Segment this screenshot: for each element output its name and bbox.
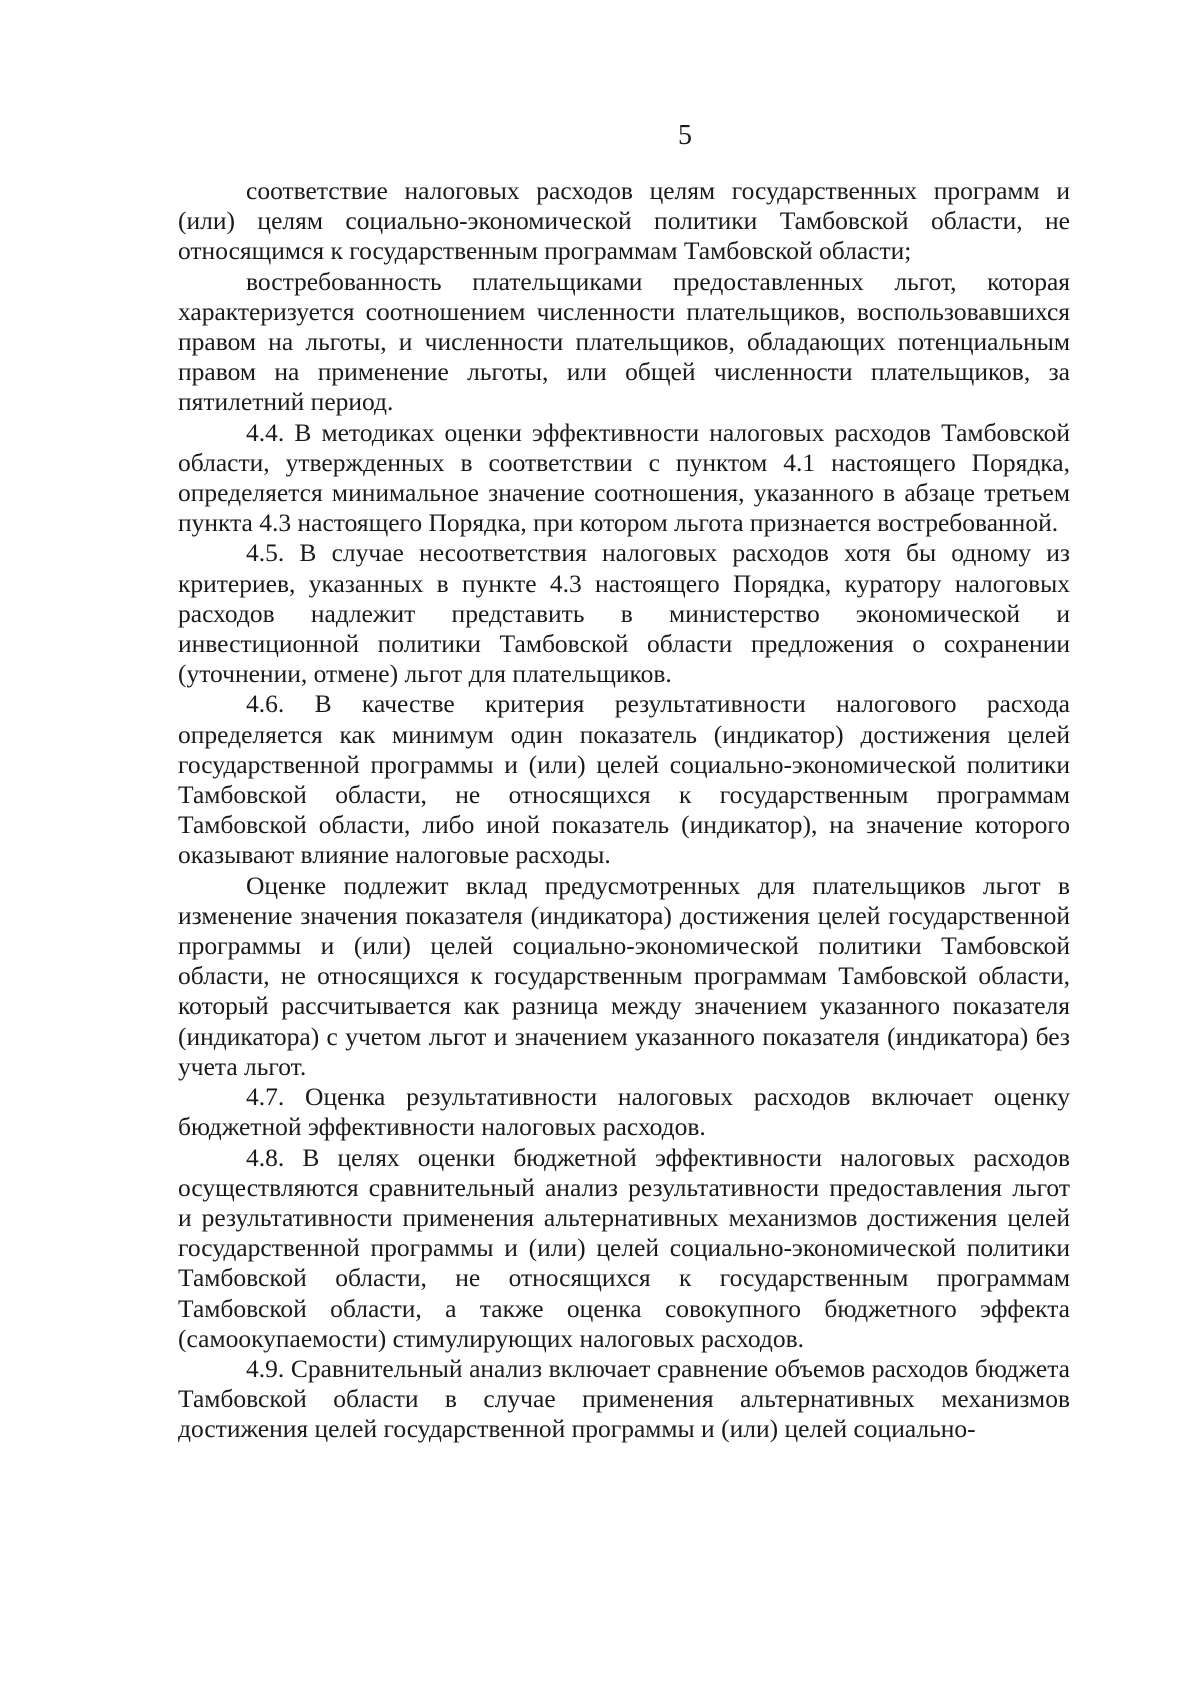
paragraph: соответствие налоговых расходов целям государственных программ и (или) целям социально-экономической политики Тамбовской области, не относящимся к государственным программам Тамбовской области;: [178, 176, 1070, 266]
paragraph: 4.7. Оценка результативности налоговых расходов включает оценку бюджетной эффективности налоговых расходов.: [178, 1082, 1070, 1142]
paragraph: 4.8. В целях оценки бюджетной эффективности налоговых расходов осуществляются сравнительный анализ результативности предоставления льгот и результативности применения альтернативных механизмов достижения целей государственной программы и (или) целей социально-экономической политики Тамбовской области, не относящихся к государственным программам Тамбовской области, а также оценка совокупного бюджетного эффекта (самоокупаемости) стимулирующих налоговых расходов.: [178, 1142, 1070, 1353]
paragraph: 4.6. В качестве критерия результативности налогового расхода определяется как минимум один показатель (индикатор) достижения целей государственной программы и (или) целей социально-экономической политики Тамбовской области, не относящихся к государственным программам Тамбовской области, либо иной показатель (индикатор), на значение которого оказывают влияние налоговые расходы.: [178, 689, 1070, 870]
document-body: [178, 176, 1070, 1445]
page-number: 5: [678, 120, 692, 151]
paragraph: 4.9. Сравнительный анализ включает сравнение объемов расходов бюджета Тамбовской области в случае применения альтернативных механизмов достижения целей государственной программы и (или) целей социально-: [178, 1353, 1070, 1444]
paragraph: 4.4. В методиках оценки эффективности налоговых расходов Тамбовской области, утвержденных в соответствии с пунктом 4.1 настоящего Порядка, определяется минимальное значение соотношения, указанного в абзаце третьем пункта 4.3 настоящего Порядка, при котором льгота признается востребованной.: [178, 417, 1070, 538]
paragraph: 4.5. В случае несоответствия налоговых расходов хотя бы одному из критериев, указанных в пункте 4.3 настоящего Порядка, куратору налоговых расходов надлежит представить в министерство экономической и инвестиционной политики Тамбовской области предложения о сохранении (уточнении, отмене) льгот для плательщиков.: [178, 538, 1070, 689]
paragraph: востребованность плательщиками предоставленных льгот, которая характеризуется соотношением численности плательщиков, воспользовавшихся правом на льготы, и численности плательщиков, обладающих потенциальным правом на применение льготы, или общей численности плательщиков, за пятилетний период.: [178, 266, 1070, 417]
paragraph: Оценке подлежит вклад предусмотренных для плательщиков льгот в изменение значения показателя (индикатора) достижения целей государственной программы и (или) целей социально-экономической политики Тамбовской области, не относящихся к государственным программам Тамбовской области, который рассчитывается как разница между значением указанного показателя (индикатора) с учетом льгот и значением указанного показателя (индикатора) без учета льгот.: [178, 870, 1070, 1081]
